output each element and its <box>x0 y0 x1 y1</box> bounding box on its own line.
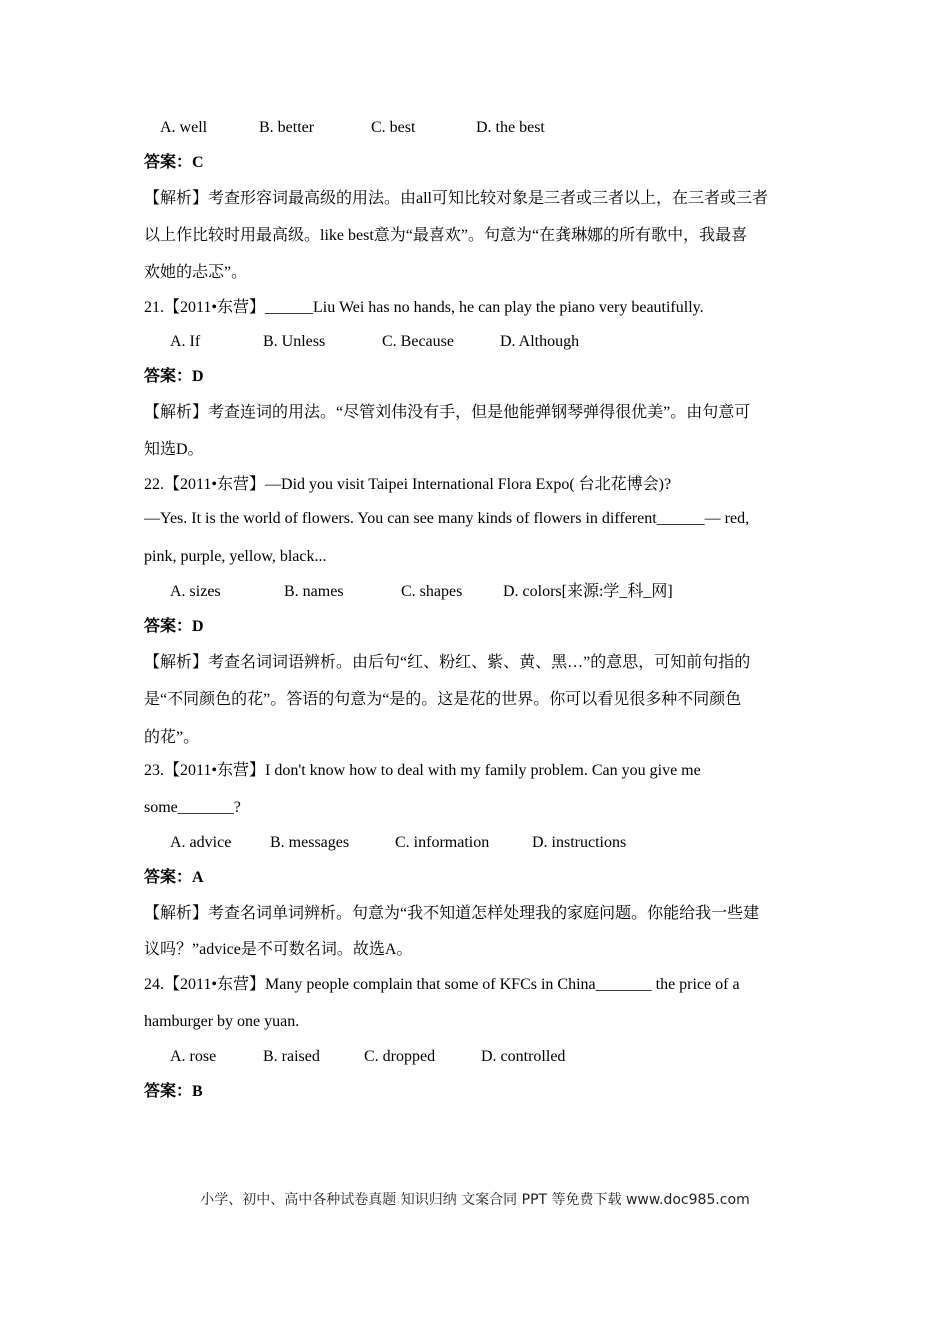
q23-analysis-line-2: 议吗？”advice是不可数名词。故选A。 <box>144 941 413 958</box>
q20-analysis-line-3: 欢她的忐忑”。 <box>144 264 248 281</box>
q20-option-a: A. well <box>160 119 208 136</box>
page-footer: 小学、初中、高中各种试卷真题 知识归纳 文案合同 PPT 等免费下载 www.doc985.com <box>200 1192 750 1208</box>
q22-option-c: C. shapes <box>401 583 463 600</box>
q23-option-b: B. messages <box>270 834 350 851</box>
q22-stem-line-3: pink, purple, yellow, black... <box>144 548 327 565</box>
q22-option-a: A. sizes <box>170 583 221 600</box>
q20-analysis-line-2: 以上作比较时用最高级。like best意为“最喜欢”。句意为“在龚琳娜的所有歌中，我最喜 <box>144 227 748 244</box>
q20-option-d: D. the best <box>476 119 545 136</box>
q24-stem-line-2: hamburger by one yuan. <box>144 1013 300 1030</box>
q24-option-a: A. rose <box>170 1048 217 1065</box>
q20-option-b: B. better <box>259 119 315 136</box>
q21-option-d: D. Although <box>500 333 580 350</box>
q22-analysis-line-2: 是“不同颜色的花”。答语的句意为“是的。这是花的世界。你可以看见很多种不同颜色 <box>144 691 742 708</box>
q22-option-d: D. colors[来源:学_科_网] <box>503 583 673 600</box>
q22-answer: 答案：D <box>144 618 204 635</box>
q20-answer: 答案：C <box>144 154 204 171</box>
q22-analysis-line-3: 的花”。 <box>144 729 200 746</box>
q22-stem-line-2: —Yes. It is the world of flowers. You can see many kinds of flowers in different______— red, <box>144 510 750 527</box>
q23-answer: 答案：A <box>144 869 204 886</box>
q23-option-d: D. instructions <box>532 834 627 851</box>
q23-stem-line-2: some_______? <box>144 799 241 816</box>
q22-option-b: B. names <box>284 583 344 600</box>
q23-option-a: A. advice <box>170 834 232 851</box>
q21-option-c: C. Because <box>382 333 454 350</box>
q23-analysis-line-1: 【解析】考查名词单词辨析。句意为“我不知道怎样处理我的家庭问题。你能给我一些建 <box>144 905 760 922</box>
q24-answer: 答案：B <box>144 1083 203 1100</box>
q21-answer: 答案：D <box>144 368 204 385</box>
q21-stem-line-1: 21.【2011•东营】______Liu Wei has no hands, he can play the piano very beautifully. <box>144 299 704 316</box>
q23-option-c: C. information <box>395 834 490 851</box>
q20-option-c: C. best <box>371 119 416 136</box>
q24-option-d: D. controlled <box>481 1048 566 1065</box>
q22-stem-line-1: 22.【2011•东营】—Did you visit Taipei International Flora Expo( 台北花博会)? <box>144 476 672 493</box>
q23-stem-line-1: 23.【2011•东营】I don't know how to deal with my family problem. Can you give me <box>144 762 701 779</box>
q20-analysis-line-1: 【解析】考查形容词最高级的用法。由all可知比较对象是三者或三者以上，在三者或三者 <box>144 190 768 207</box>
q21-analysis-line-2: 知选D。 <box>144 441 204 458</box>
q21-option-a: A. If <box>170 333 201 350</box>
q21-analysis-line-1: 【解析】考查连词的用法。“尽管刘伟没有手，但是他能弹钢琴弹得很优美”。由句意可 <box>144 404 751 421</box>
q21-option-b: B. Unless <box>263 333 326 350</box>
q24-stem-line-1: 24.【2011•东营】Many people complain that some of KFCs in China_______ the price of a <box>144 976 740 993</box>
q24-option-b: B. raised <box>263 1048 320 1065</box>
q24-option-c: C. dropped <box>364 1048 436 1065</box>
q22-analysis-line-1: 【解析】考查名词词语辨析。由后句“红、粉红、紫、黄、黑…”的意思，可知前句指的 <box>144 654 751 671</box>
